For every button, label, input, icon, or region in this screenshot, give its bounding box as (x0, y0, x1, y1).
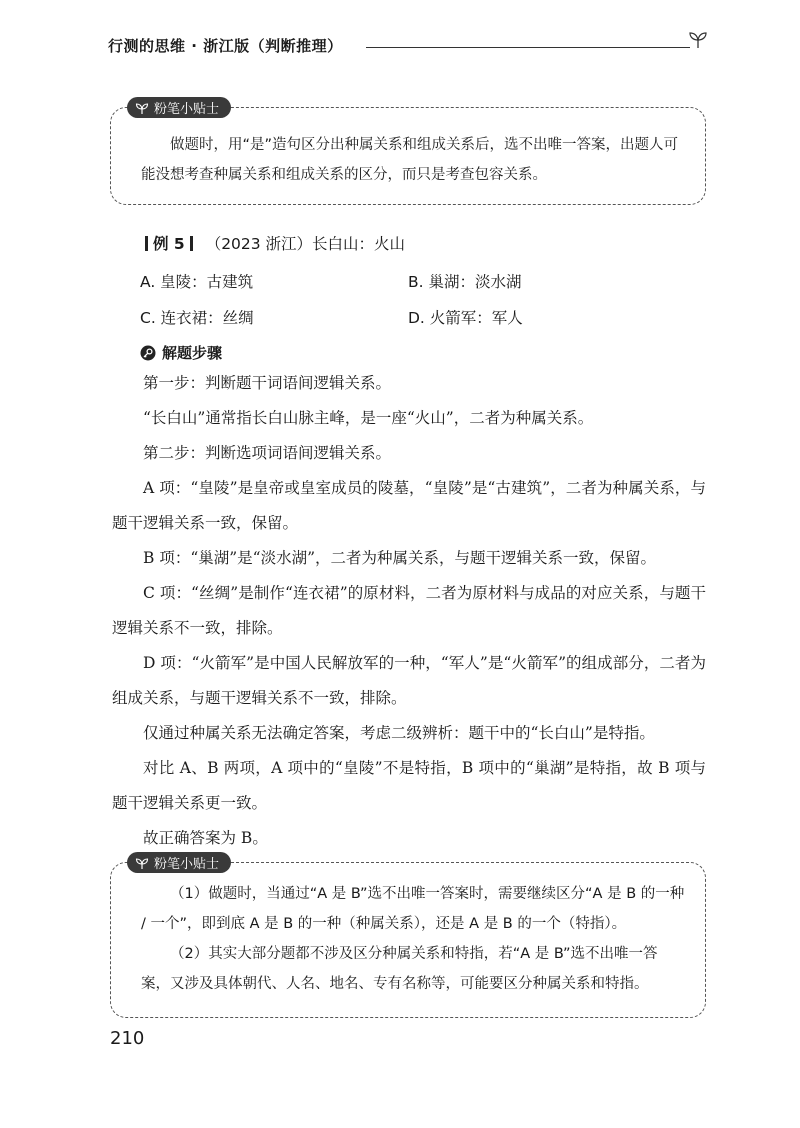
tip-box-2 (110, 857, 706, 1018)
steps-heading (140, 342, 222, 363)
example-bar (145, 236, 148, 251)
example-label: 例 5 (153, 235, 185, 253)
sprout-icon (688, 29, 708, 49)
tip-paragraph: （1）做题时，当通过“A 是 B”选不出唯一答案时，需要继续区分“A 是 B 的一种 / 一个”，即到底 A 是 B 的一种（种属关系），还是 A 是 B 的一个（特指）。 (141, 886, 685, 932)
running-header (108, 35, 708, 59)
solution-paragraph: 第一步：判断题干词语间逻辑关系。 (143, 374, 392, 392)
example-question: （2023 浙江）长白山：火山 (205, 235, 406, 253)
solution-paragraph: 故正确答案为 B。 (143, 829, 268, 847)
option-c: C. 连衣裙：丝绸 (140, 309, 254, 327)
solution-paragraph: C 项：“丝绸”是制作“连衣裙”的原材料，二者为原材料与成品的对应关系，与题干逻辑关系不一致，排除。 (112, 584, 706, 637)
tip-paragraph: 做题时，用“是”造句区分出种属关系和组成关系后，选不出唯一答案，出题人可能没想考查种属关系和组成关系的区分，而只是考查包容关系。 (141, 137, 679, 183)
example-heading (140, 232, 405, 254)
solution-paragraph: 仅通过种属关系无法确定答案，考虑二级辨析：题干中的“长白山”是特指。 (143, 724, 655, 742)
sprout-icon (135, 856, 149, 870)
tip-box-1 (110, 102, 706, 205)
page-number: 210 (110, 1028, 145, 1049)
tip-label-text: 粉笔小贴士 (154, 857, 220, 872)
tip-text (141, 879, 685, 999)
tip-paragraph: （2）其实大部分题都不涉及区分种属关系和特指，若“A 是 B”选不出唯一答案，又涉及具体朝代、人名、地名、专有名称等，可能要区分种属关系和特指。 (141, 946, 658, 992)
key-icon (140, 345, 156, 361)
option-d: D. 火箭军：军人 (408, 309, 523, 327)
header-rule (366, 47, 690, 48)
option-a: A. 皇陵：古建筑 (140, 273, 254, 291)
solution-paragraph: 对比 A、B 两项，A 项中的“皇陵”不是特指，B 项中的“巢湖”是特指，故 B 项与题干逻辑关系更一致。 (112, 759, 706, 812)
header-title: 行测的思维 · 浙江版（判断推理） (108, 37, 343, 55)
option-b: B. 巢湖：淡水湖 (408, 273, 522, 291)
solution-paragraph: 第二步：判断选项词语间逻辑关系。 (143, 444, 392, 462)
solution-paragraph: “长白山”通常指长白山脉主峰，是一座“火山”，二者为种属关系。 (143, 409, 594, 427)
sprout-icon (135, 101, 149, 115)
tip-text (141, 130, 685, 190)
solution-text (112, 366, 706, 856)
tip-label-text: 粉笔小贴士 (154, 102, 220, 117)
solution-paragraph: A 项：“皇陵”是皇帝或皇室成员的陵墓，“皇陵”是“古建筑”，二者为种属关系，与题干逻辑关系一致，保留。 (112, 479, 706, 532)
tip-label (127, 97, 231, 118)
tip-label (127, 852, 231, 873)
solution-paragraph: B 项：“巢湖”是“淡水湖”，二者为种属关系，与题干逻辑关系一致，保留。 (143, 549, 657, 567)
example-bar (190, 236, 193, 251)
solution-paragraph: D 项：“火箭军”是中国人民解放军的一种，“军人”是“火箭军”的组成部分，二者为组成关系，与题干逻辑关系不一致，排除。 (112, 654, 706, 707)
steps-heading-text: 解题步骤 (162, 344, 223, 362)
